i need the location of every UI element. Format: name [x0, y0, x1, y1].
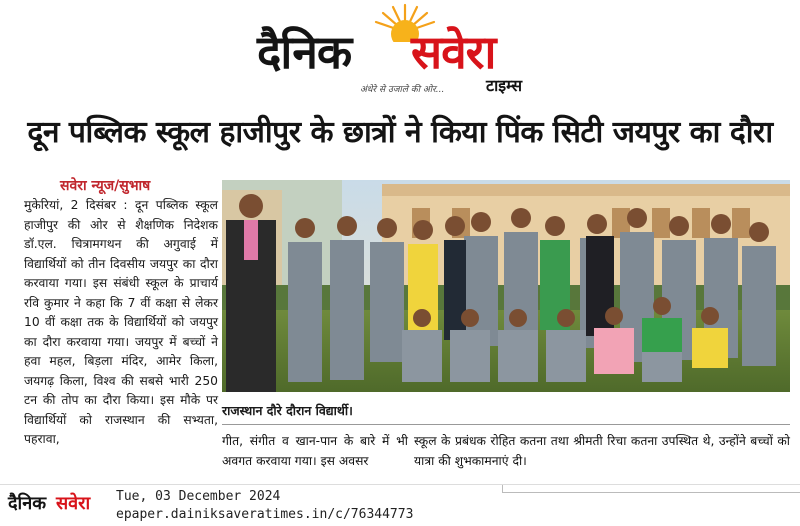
article-body-middle: गीत, संगीत व खान-पान के बारे में भी अवगत करवाया गया। इस अवसर — [222, 434, 408, 468]
brand-tagline: अंधेरे से उजाले की ओर... — [360, 85, 445, 95]
footer-logo-part2: सवेरा — [56, 493, 91, 514]
article-headline: दून पब्लिक स्कूल हाजीपुर के छात्रों ने किया पिंक सिटी जयपुर का दौरा — [27, 115, 773, 150]
photo-caption: राजस्थान दौरे दौरान विद्यार्थी। — [222, 403, 353, 418]
article-body-left: मुकेरियां, 2 दिसंबर : दून पब्लिक स्कूल हाजीपुर की ओर से शैक्षणिक निदेशक डॉ.एल. चित्रामगथन की अगुवाई में विद्यार्थियों को तीन दिवसीय जयपुर का दौरा करवाया गया। इस संबंधी स्कूल के प्राचार्य रवि कुमार ने कहा कि 7 वीं कक्षा से लेकर 10 वीं कक्षा तक के विद्यार्थियों को जयपुर का दौरा करवाया गया। जयपुर में बच्चों ने हवा महल, बिड़ला मंदिर, आमेर किला, जयगढ़ किला, विश्व की सबसे भारी 250 टन की तोप का दौरा किया। इस मौके पर विद्यार्थियों को राजस्थान की सभ्यता, पहरावा, — [24, 198, 218, 446]
group-photo — [222, 180, 790, 392]
footer-url-link[interactable]: epaper.dainiksaveratimes.in/c/76344773 — [116, 507, 414, 522]
epaper-footer — [0, 484, 800, 526]
group-photo-image — [222, 180, 790, 392]
brand-times: टाइम्स — [486, 76, 523, 95]
brand-name-part2: सवेरा — [411, 25, 496, 79]
footer-logo-part1: दैनिक — [8, 493, 47, 514]
brand-name-part1: दैनिक — [257, 25, 352, 79]
footer-frame — [502, 485, 800, 493]
article-byline: सवेरा न्यूज/सुभाष — [60, 178, 151, 194]
caption-divider — [222, 424, 790, 425]
article-body-right: स्कूल के प्रबंधक रोहित कतना तथा श्रीमती रिचा कतना उपस्थित थे, उन्होंने बच्चों को यात्रा की शुभकामनाएं दी। — [414, 434, 790, 468]
footer-date: Tue, 03 December 2024 — [116, 489, 281, 504]
masthead — [0, 0, 800, 100]
